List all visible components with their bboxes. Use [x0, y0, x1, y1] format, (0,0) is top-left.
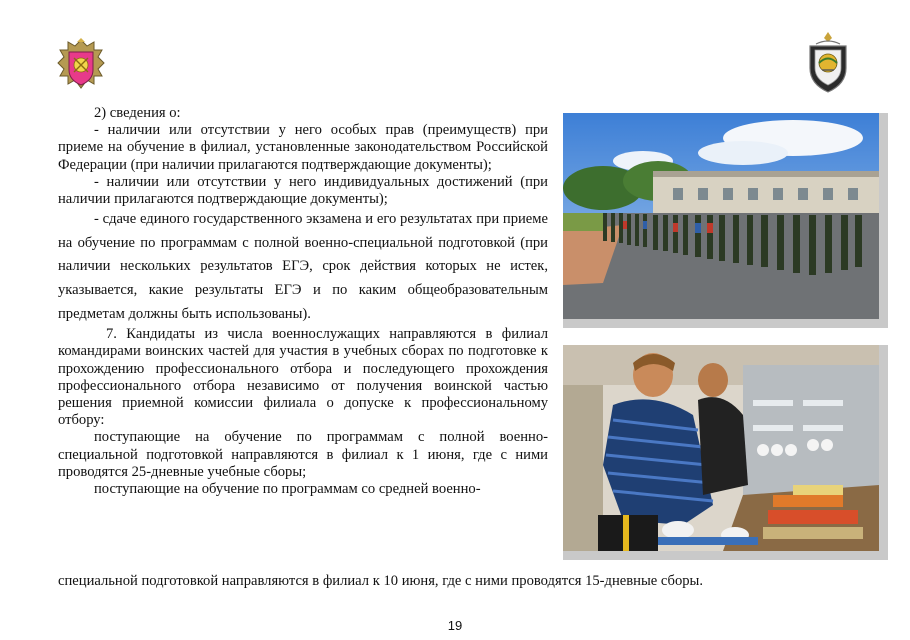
paragraph-4: - сдаче единого государственного экзамена и его результатах при приеме на обучение по программам с полной военно-специальной подготовкой (при наличии нескольких результатов ЕГЭ, срок действия которых не истек, указывается, какие результаты ЕГЭ и по каким общеобразовательным предметам должны быть использованы).: [58, 211, 548, 322]
paragraph-5: 7. Кандидаты из числа военнослужащих направляются в филиал командирами воинских частей для участия в учебных сборах по подготовке к прохождению профессионального отбора и последующего прохождения профессионального отбора независимо от получения воинской частью решения приемной комиссии филиала о допуске к профессиональному отбору:: [58, 326, 548, 429]
paragraph-3: - наличии или отсутствии у него индивидуальных достижений (при наличии прилагаются подтверждающие документы);: [58, 173, 548, 208]
photo-frame: [563, 113, 888, 328]
military-institute-emblem-icon: [56, 38, 106, 94]
paragraph-7: поступающие на обучение по программам со средней военно-: [94, 481, 481, 498]
paragraph-6: поступающие на обучение по программам с полной военно-специальной подготовкой направляются в филиал к 1 июня, где с ними проводятся 25-дневные учебные сборы;: [58, 429, 548, 480]
canteen-serving-line-photo: [563, 345, 879, 551]
page-number: 19: [447, 618, 463, 633]
branch-emblem-icon: [802, 30, 854, 94]
photo-frame: [563, 345, 888, 560]
document-text: [58, 105, 548, 498]
paragraph-2: - наличии или отсутствии у него особых прав (преимуществ) при приеме на обучение в филиал, установленные законодательством Российской Федерации (при наличии прилагаются подтверждающие документы);: [58, 122, 548, 173]
cadets-formation-photo: [563, 113, 879, 319]
paragraph-7-continuation: специальной подготовкой направляются в филиал к 10 июня, где с ними проводятся 15-дневные сборы.: [58, 573, 704, 589]
paragraph-1: 2) сведения о:: [94, 105, 181, 121]
